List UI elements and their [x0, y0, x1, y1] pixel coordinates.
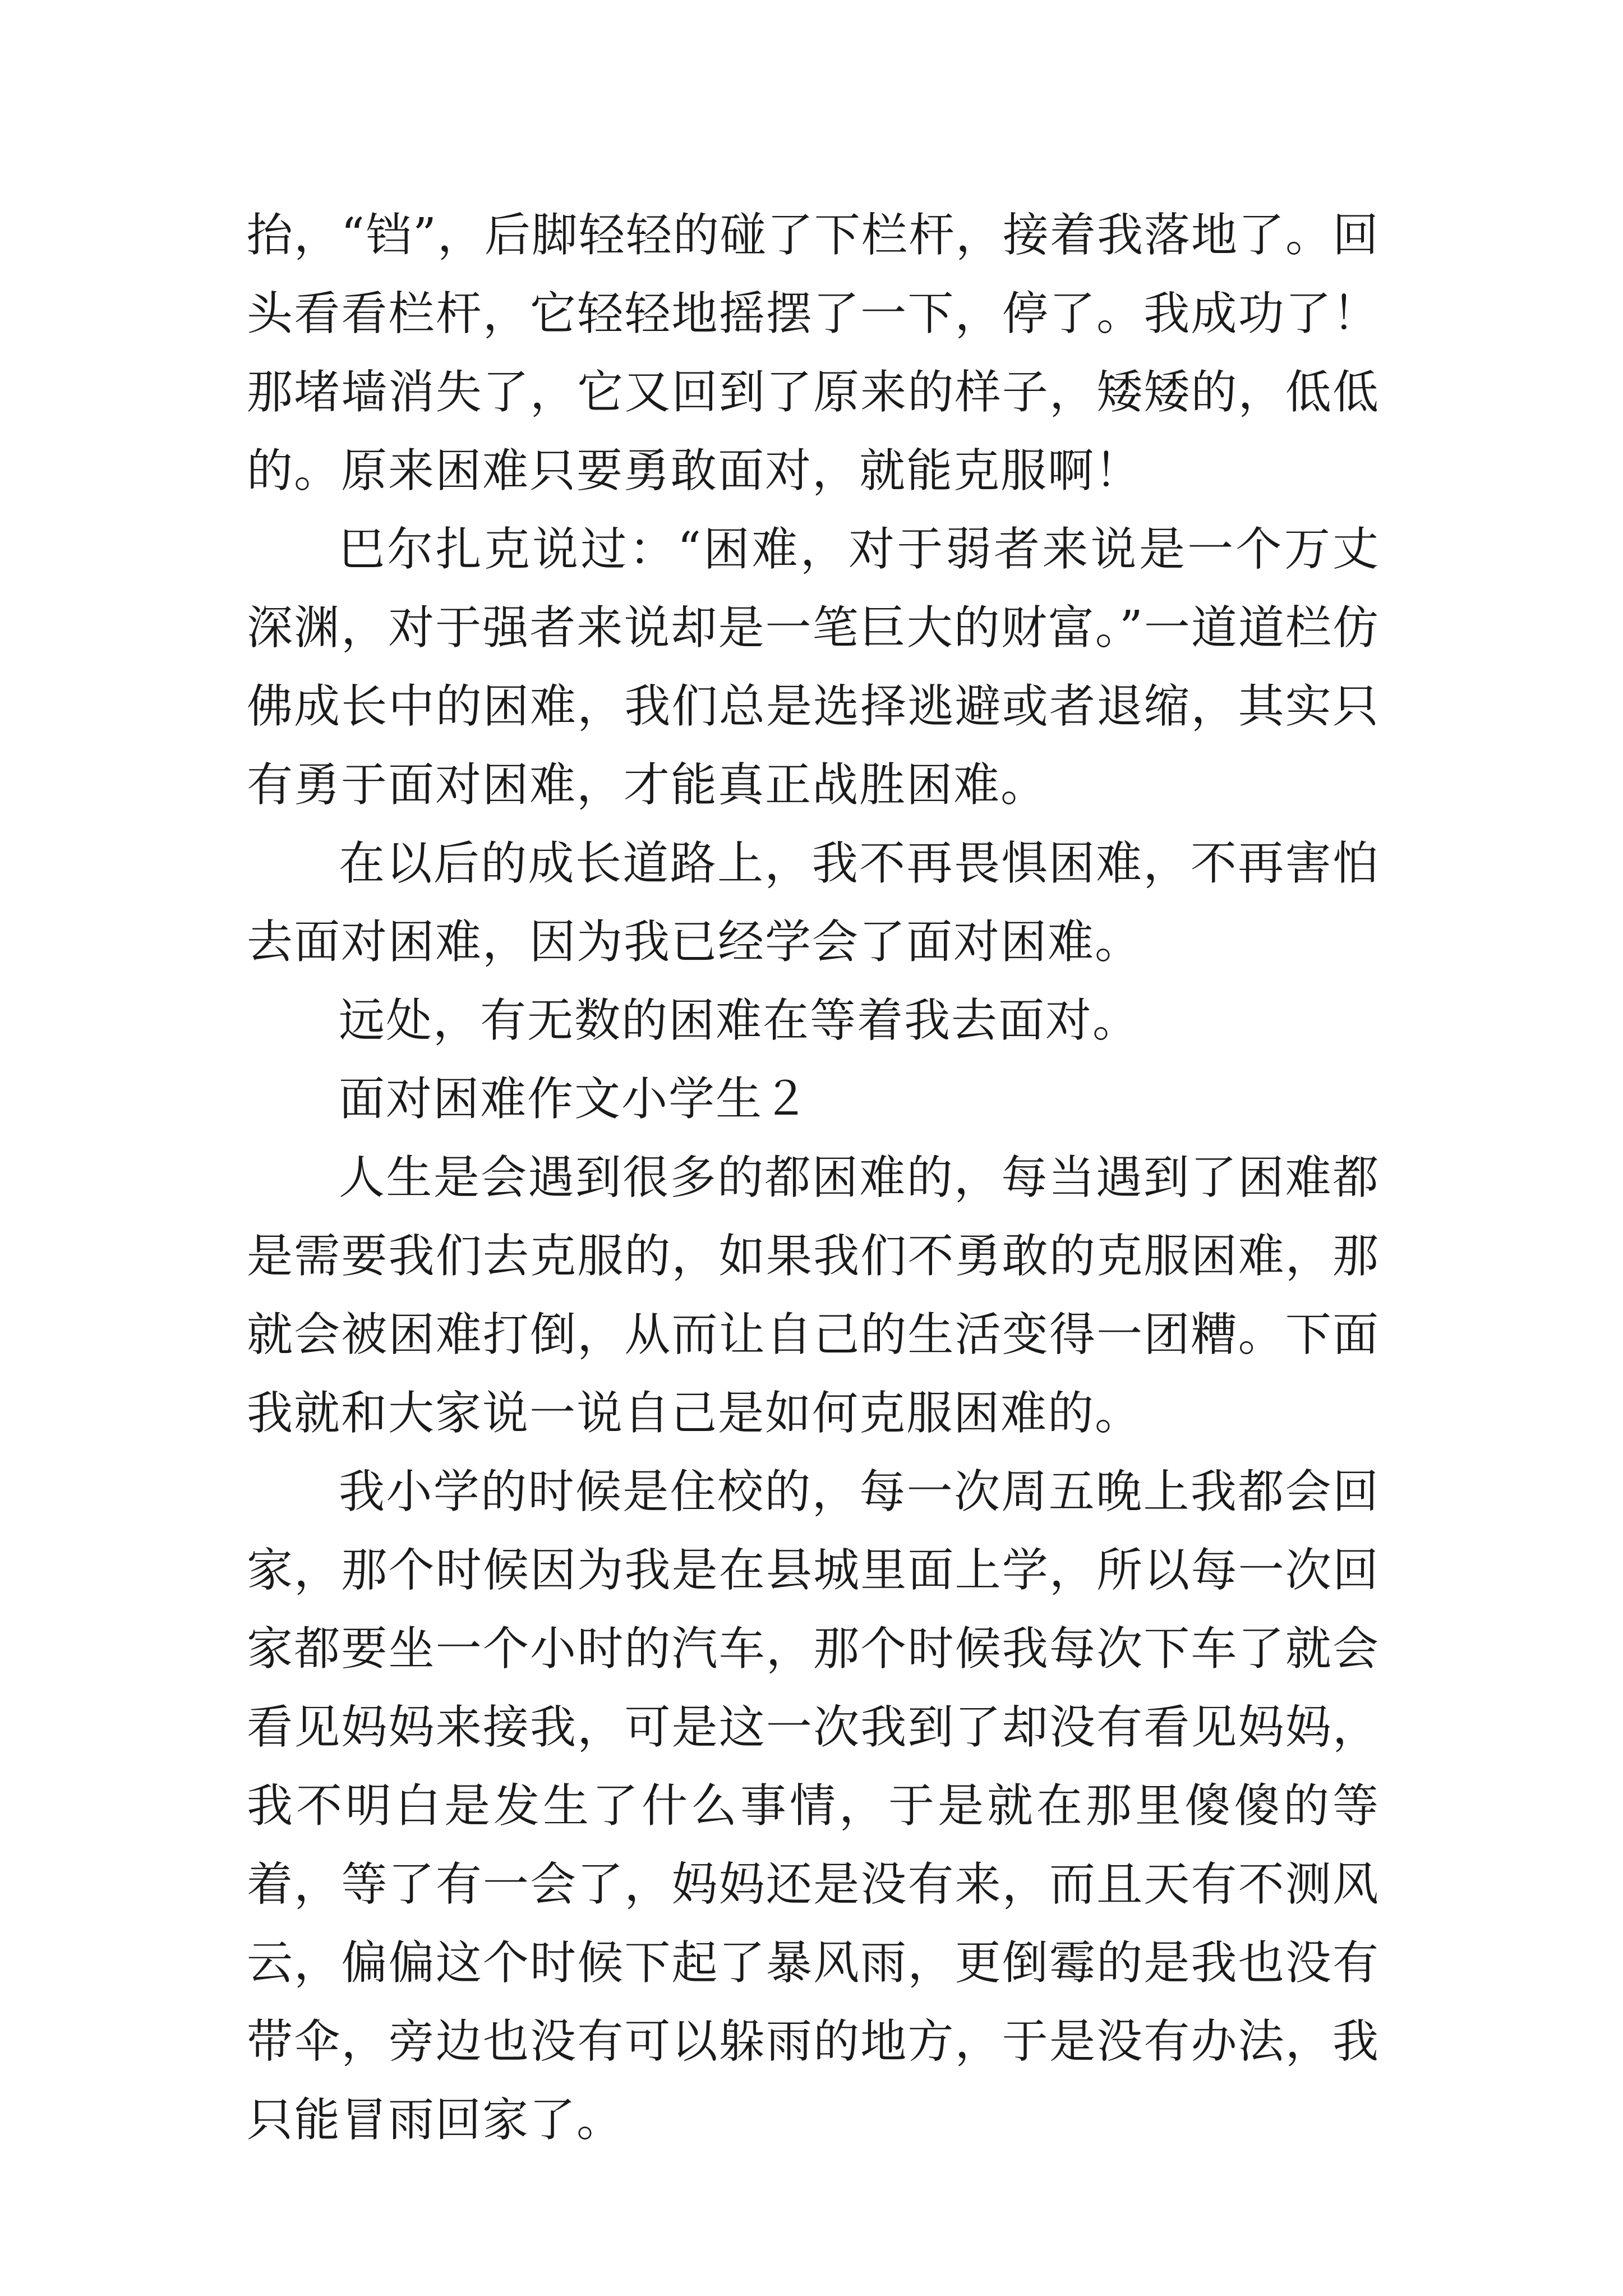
paragraph-intro: 人生是会遇到很多的都困难的，每当遇到了困难都是需要我们去克服的，如果我们不勇敢的克服困难，那就会被困难打倒，从而让自己的生活变得一团糟。下面我就和大家说一说自己是如何克服困难的。 — [247, 1151, 1380, 1440]
paragraph-growth-road: 在以后的成长道路上，我不再畏惧困难，不再害怕去面对困难，因为我已经学会了面对困难。 — [247, 837, 1380, 969]
document-body — [247, 196, 1380, 2160]
paragraph-continuation: 抬，“铛”，后脚轻轻的碰了下栏杆，接着我落地了。回头看看栏杆，它轻轻地摇摆了一下，停了。我成功了！那堵墙消失了，它又回到了原来的样子，矮矮的，低低的。原来困难只要勇敢面对，就能克服啊！ — [247, 209, 1380, 498]
essay-title: 面对困难作文小学生２ — [339, 1073, 810, 1126]
paragraph-story: 我小学的时候是住校的，每一次周五晚上我都会回家，那个时候因为我是在县城里面上学，所以每一次回家都要坐一个小时的汽车，那个时候我每次下车了就会看见妈妈来接我，可是这一次我到了却没有看见妈妈，我不明白是发生了什么事情，于是就在那里傻傻的等着，等了有一会了，妈妈还是没有来，而且天有不测风云，偏偏这个时候下起了暴风雨，更倒霉的是我也没有带伞，旁边也没有可以躲雨的地方，于是没有办法，我只能冒雨回家了。 — [247, 1465, 1380, 2147]
paragraph-distance: 远处，有无数的困难在等着我去面对。 — [339, 994, 1140, 1047]
paragraph-balzac-quote: 巴尔扎克说过：“困难，对于弱者来说是一个万丈深渊，对于强者来说却是一笔巨大的财富。”一道道栏仿佛成长中的困难，我们总是选择逃避或者退缩，其实只有勇于面对困难，才能真正战胜困难。 — [247, 523, 1380, 812]
